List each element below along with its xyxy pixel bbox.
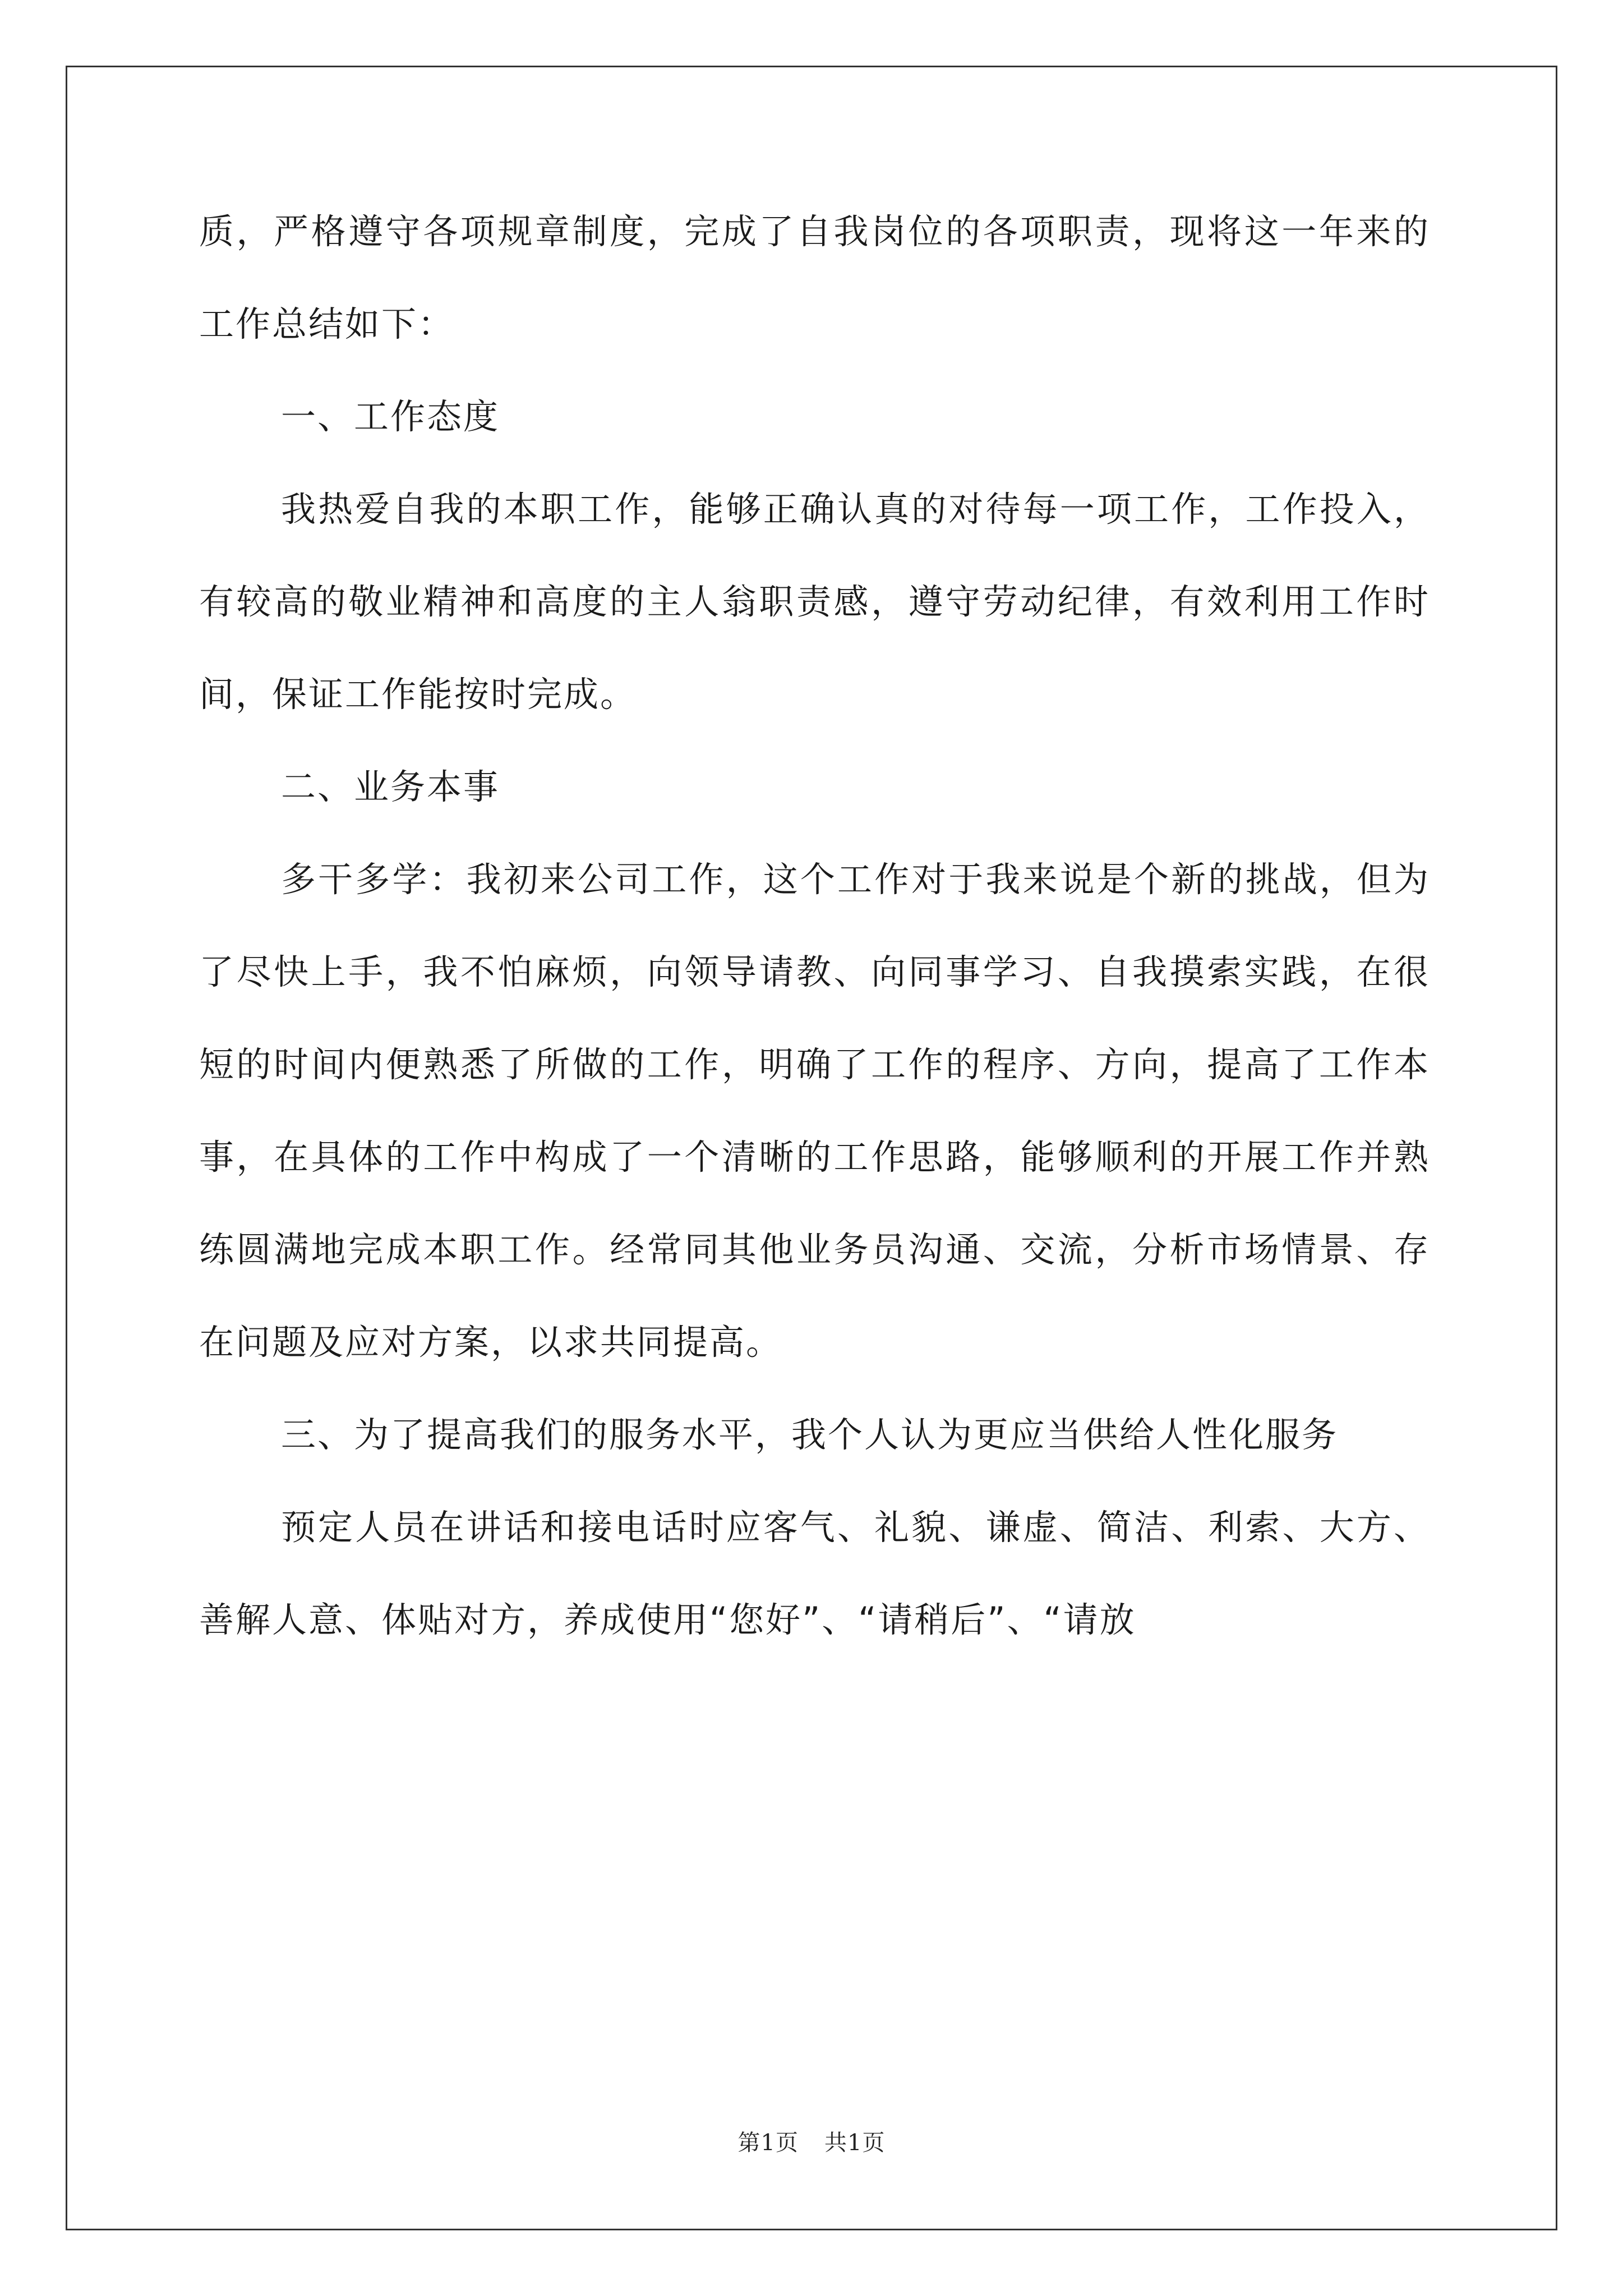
document-body (199, 185, 1430, 1666)
paragraph-business-ability: 多干多学：我初来公司工作，这个工作对于我来说是个新的挑战，但为了尽快上手，我不怕麻烦，向领导请教、向同事学习、自我摸索实践，在很短的时间内便熟悉了所做的工作，明确了工作的程序、方向，提高了工作本事，在具体的工作中构成了一个清晰的工作思路，能够顺利的开展工作并熟练圆满地完成本职工作。经常同其他业务员沟通、交流，分析市场情景、存在问题及应对方案，以求共同提高。 (199, 859, 1430, 1363)
section-heading-service-level: 三、为了提高我们的服务水平，我个人认为更应当供给人性化服务 (281, 1414, 1339, 1455)
paragraph-service-etiquette: 预定人员在讲话和接电话时应客气、礼貌、谦虚、简洁、利索、大方、善解人意、体贴对方，养成使用“您好”、“请稍后”、“请放 (199, 1507, 1430, 1640)
section-heading-work-attitude: 一、工作态度 (281, 396, 500, 437)
page-number-current: 第1页 (737, 2130, 799, 2156)
paragraph-work-attitude: 我热爱自我的本职工作，能够正确认真的对待每一项工作，工作投入，有较高的敬业精神和高度的主人翁职责感，遵守劳动纪律，有效利用工作时间，保证工作能按时完成。 (199, 489, 1430, 715)
paragraph-continued: 质，严格遵守各项规章制度，完成了自我岗位的各项职责，现将这一年来的工作总结如下： (199, 211, 1430, 344)
page-footer (0, 2125, 1623, 2157)
section-heading-business-ability: 二、业务本事 (281, 766, 500, 807)
page-number-total: 共1页 (824, 2130, 886, 2156)
